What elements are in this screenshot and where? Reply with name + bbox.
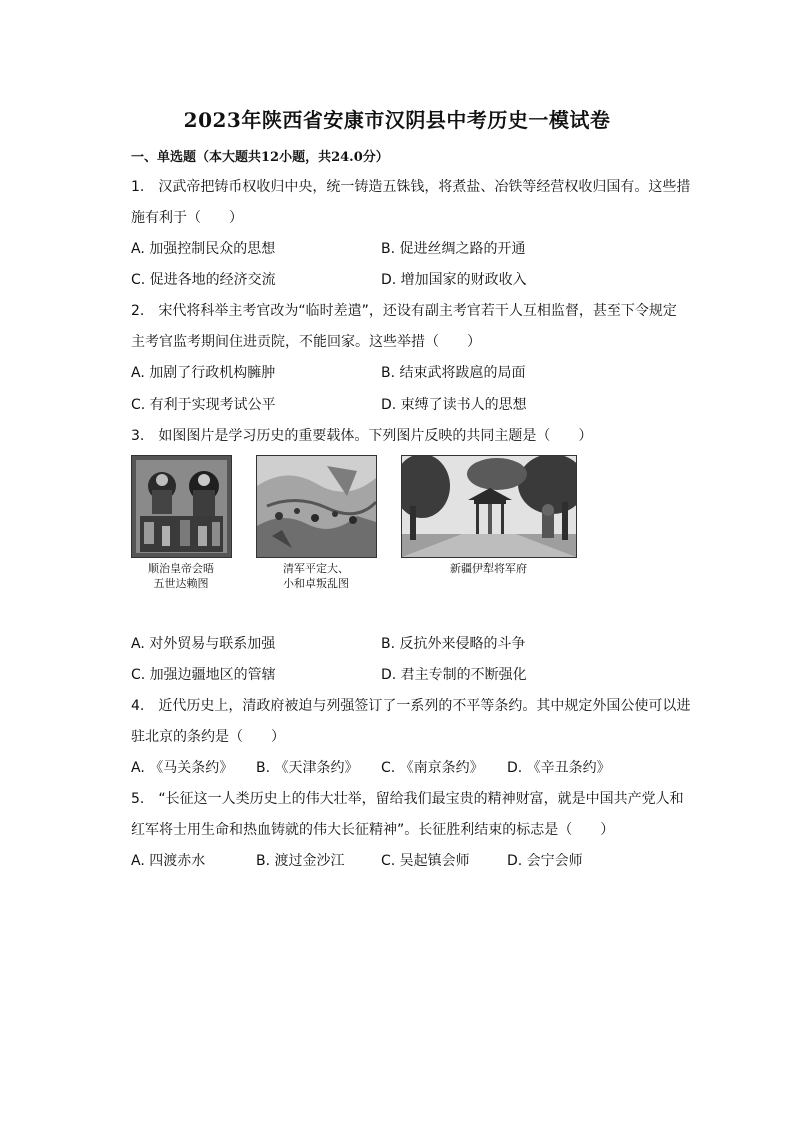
question-5-option-a[interactable]: A. 四渡赤水: [131, 853, 206, 869]
question-1-option-a[interactable]: A. 加强控制民众的思想: [131, 241, 276, 257]
image-3-caption-line-1: 新疆伊犁将军府: [450, 562, 527, 575]
question-2-option-d[interactable]: D. 束缚了读书人的思想: [381, 397, 527, 413]
image-1-caption-line-1: 顺治皇帝会晤: [148, 562, 214, 575]
question-5-option-d[interactable]: D. 会宁会师: [507, 853, 583, 869]
question-1-option-d[interactable]: D. 增加国家的财政收入: [381, 272, 527, 288]
question-1-option-b[interactable]: B. 促进丝绸之路的开通: [381, 241, 526, 257]
image-1-caption: [131, 561, 231, 591]
question-3-option-d[interactable]: D. 君主专制的不断强化: [381, 667, 527, 683]
image-shunzhi-dalai: [131, 455, 232, 558]
image-3-caption: [401, 561, 576, 576]
question-4-line-1: 4. 近代历史上，清政府被迫与列强签订了一系列的不平等条约。其中规定外国公使可以进: [131, 698, 691, 714]
question-2-option-a[interactable]: A. 加剧了行政机构臃肿: [131, 365, 276, 381]
question-1-option-c[interactable]: C. 促进各地的经济交流: [131, 272, 276, 288]
question-5-option-b[interactable]: B. 渡过金沙江: [256, 853, 345, 869]
question-5-line-1: 5. “长征这一人类历史上的伟大壮举，留给我们最宝贵的精神财富，就是中国共产党人和: [131, 791, 684, 807]
question-4-option-a[interactable]: A. 《马关条约》: [131, 760, 234, 776]
image-2-caption-line-1: 清军平定大、: [283, 562, 349, 575]
question-1-line-2: 施有利于（ ）: [131, 210, 243, 226]
question-3-line-1: 3. 如图图片是学习历史的重要载体。下列图片反映的共同主题是（ ）: [131, 428, 593, 444]
question-4-option-c[interactable]: C. 《南京条约》: [381, 760, 484, 776]
image-1-caption-line-2: 五世达赖图: [153, 577, 209, 590]
image-2-caption: [261, 561, 371, 591]
question-5-option-c[interactable]: C. 吴起镇会师: [381, 853, 470, 869]
question-5-line-2: 红军将士用生命和热血铸就的伟大长征精神”。长征胜利结束的标志是（ ）: [131, 822, 615, 838]
question-2-line-2: 主考官监考期间住进贡院，不能回家。这些举措（ ）: [131, 334, 481, 350]
question-3-option-b[interactable]: B. 反抗外来侵略的斗争: [381, 636, 526, 652]
question-2-option-c[interactable]: C. 有利于实现考试公平: [131, 397, 276, 413]
image-2-caption-line-2: 小和卓叛乱图: [283, 577, 349, 590]
page-title: 2023年陕西省安康市汉阴县中考历史一模试卷: [183, 108, 611, 132]
image-qing-army-battle: [256, 455, 377, 558]
pavilion-building-icon: [402, 456, 576, 557]
question-2-option-b[interactable]: B. 结束武将跋扈的局面: [381, 365, 526, 381]
question-2-line-1: 2. 宋代将科举主考官改为“临时差遣”，还设有副主考官若干人互相监督，甚至下令规定: [131, 303, 677, 319]
question-1-line-1: 1. 汉武帝把铸币权收归中央，统一铸造五铢钱，将煮盐、冶铁等经营权收归国有。这些措: [131, 179, 691, 195]
section-heading: 一、单选题（本大题共12小题，共24.0分）: [131, 150, 389, 165]
battle-scene-icon: [257, 456, 376, 557]
question-4-option-b[interactable]: B. 《天津条约》: [256, 760, 359, 776]
question-3-option-a[interactable]: A. 对外贸易与联系加强: [131, 636, 276, 652]
question-3-option-c[interactable]: C. 加强边疆地区的管辖: [131, 667, 276, 683]
question-4-option-d[interactable]: D. 《辛丑条约》: [507, 760, 611, 776]
question-4-line-2: 驻北京的条约是（ ）: [131, 729, 285, 745]
image-ili-general-mansion: [401, 455, 577, 558]
painting-figures-icon: [132, 456, 231, 557]
